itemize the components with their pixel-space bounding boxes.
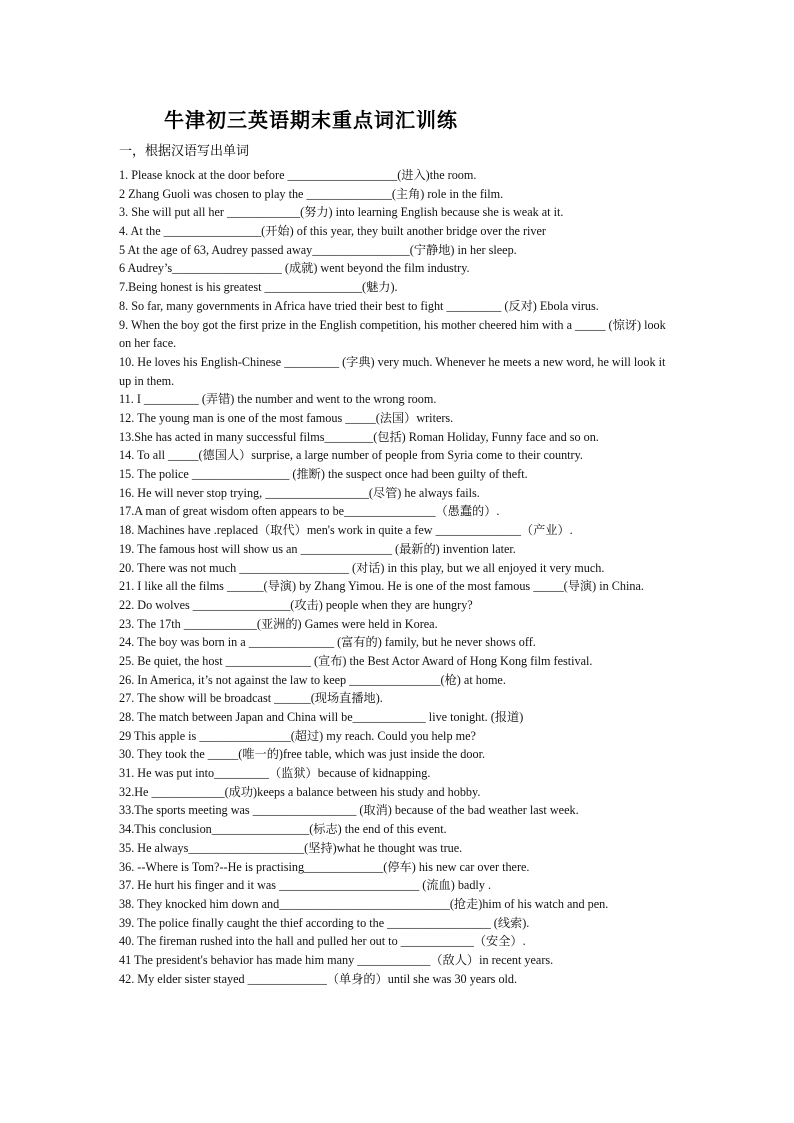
question-item: 22. Do wolves ________________(攻击) people when they are hungry?	[119, 597, 473, 612]
question-item: 4. At the ________________(开始) of this year, they built another bridge over the river	[119, 224, 546, 239]
question-item: 16. He will never stop trying, _________________(尽管) he always fails.	[119, 485, 480, 500]
question-item: 31. He was put into_________（监狱）because of kidnapping.	[119, 766, 431, 781]
question-item: 11. I _________ (弄错) the number and went to the wrong room.	[119, 392, 437, 407]
question-item: 10. He loves his English-Chinese _________ (字典) very much. Whenever he meets a new word, he will look it up in them.	[119, 354, 666, 388]
question-item: 24. The boy was born in a ______________ (富有的) family, but he never shows off.	[119, 635, 536, 650]
question-item: 41 The president's behavior has made him many ____________（敌人）in recent years.	[119, 952, 554, 967]
question-item: 1. Please knock at the door before __________________(进入)the room.	[119, 168, 477, 182]
question-item: 38. They knocked him down and____________________________(抢走)him of his watch and pen.	[119, 896, 609, 911]
question-item: 27. The show will be broadcast ______(现场直播地).	[119, 691, 383, 706]
question-item: 39. The police finally caught the thief according to the _________________ (线索).	[119, 915, 530, 930]
question-item: 28. The match between Japan and China will be____________ live tonight. (报道)	[119, 710, 524, 725]
question-item: 8. So far, many governments in Africa have tried their best to fight _________ (反对) Ebola virus.	[119, 298, 599, 313]
question-item: 2 Zhang Guoli was chosen to play the ______________(主角) role in the film.	[119, 186, 504, 201]
question-item: 25. Be quiet, the host ______________ (宣布) the Best Actor Award of Hong Kong film festival.	[119, 653, 593, 668]
page-title: 牛津初三英语期末重点词汇训练	[164, 108, 458, 132]
question-item: 33.The sports meeting was _________________ (取消) because of the bad weather last week.	[119, 803, 579, 818]
question-list	[119, 166, 679, 988]
question-item: 12. The young man is one of the most famous _____(法国）writers.	[119, 411, 454, 425]
question-item: 14. To all _____(德国人）surprise, a large number of people from Syria come to their country.	[119, 448, 583, 463]
question-item: 5 At the age of 63, Audrey passed away________________(宁静地) in her sleep.	[119, 242, 517, 257]
question-item: 18. Machines have .replaced（取代）men's work in quite a few ______________（产业）.	[119, 523, 573, 538]
question-item: 6 Audrey’s__________________ (成就) went beyond the film industry.	[119, 261, 470, 276]
section-heading: 一，根据汉语写出单词	[119, 144, 250, 159]
question-item: 29 This apple is _______________(超过) my reach. Could you help me?	[119, 728, 476, 743]
question-item: 40. The fireman rushed into the hall and pulled her out to ____________（安全）.	[119, 934, 526, 949]
question-item: 17.A man of great wisdom often appears to be_______________（愚蠢的）.	[119, 504, 500, 519]
question-item: 7.Being honest is his greatest ________________(魅力).	[119, 280, 398, 295]
question-item: 20. There was not much __________________ (对话) in this play, but we all enjoyed it very much.	[119, 560, 605, 575]
question-item: 32.He ____________(成功)keeps a balance between his study and hobby.	[119, 784, 481, 799]
question-item: 21. I like all the films ______(导演) by Zhang Yimou. He is one of the most famous _____(导演) in China.	[119, 579, 644, 594]
question-item: 3. She will put all her ____________(努力) into learning English because she is weak at it.	[119, 205, 564, 220]
question-item: 42. My elder sister stayed _____________（单身的）until she was 30 years old.	[119, 971, 518, 986]
question-item: 19. The famous host will show us an _______________ (最新的) invention later.	[119, 541, 516, 556]
question-item: 9. When the boy got the first prize in the English competition, his mother cheered him with a _____ (惊讶) look on her face.	[119, 317, 666, 351]
question-item: 34.This conclusion________________(标志) the end of this event.	[119, 822, 447, 837]
question-item: 26. In America, it’s not against the law to keep _______________(枪) at home.	[119, 672, 506, 687]
question-item: 30. They took the _____(唯一的)free table, which was just inside the door.	[119, 747, 486, 762]
question-item: 13.She has acted in many successful films________(包括) Roman Holiday, Funny face and so on.	[119, 429, 599, 444]
question-item: 37. He hurt his finger and it was _______________________ (流血) badly .	[119, 878, 492, 893]
question-item: 35. He always___________________(坚持)what he thought was true.	[119, 840, 463, 855]
question-item: 15. The police ________________ (推断) the suspect once had been guilty of theft.	[119, 467, 528, 482]
question-item: 36. --Where is Tom?--He is practising_____________(停车) his new car over there.	[119, 859, 530, 874]
question-item: 23. The 17th ____________(亚洲的) Games were held in Korea.	[119, 616, 438, 631]
